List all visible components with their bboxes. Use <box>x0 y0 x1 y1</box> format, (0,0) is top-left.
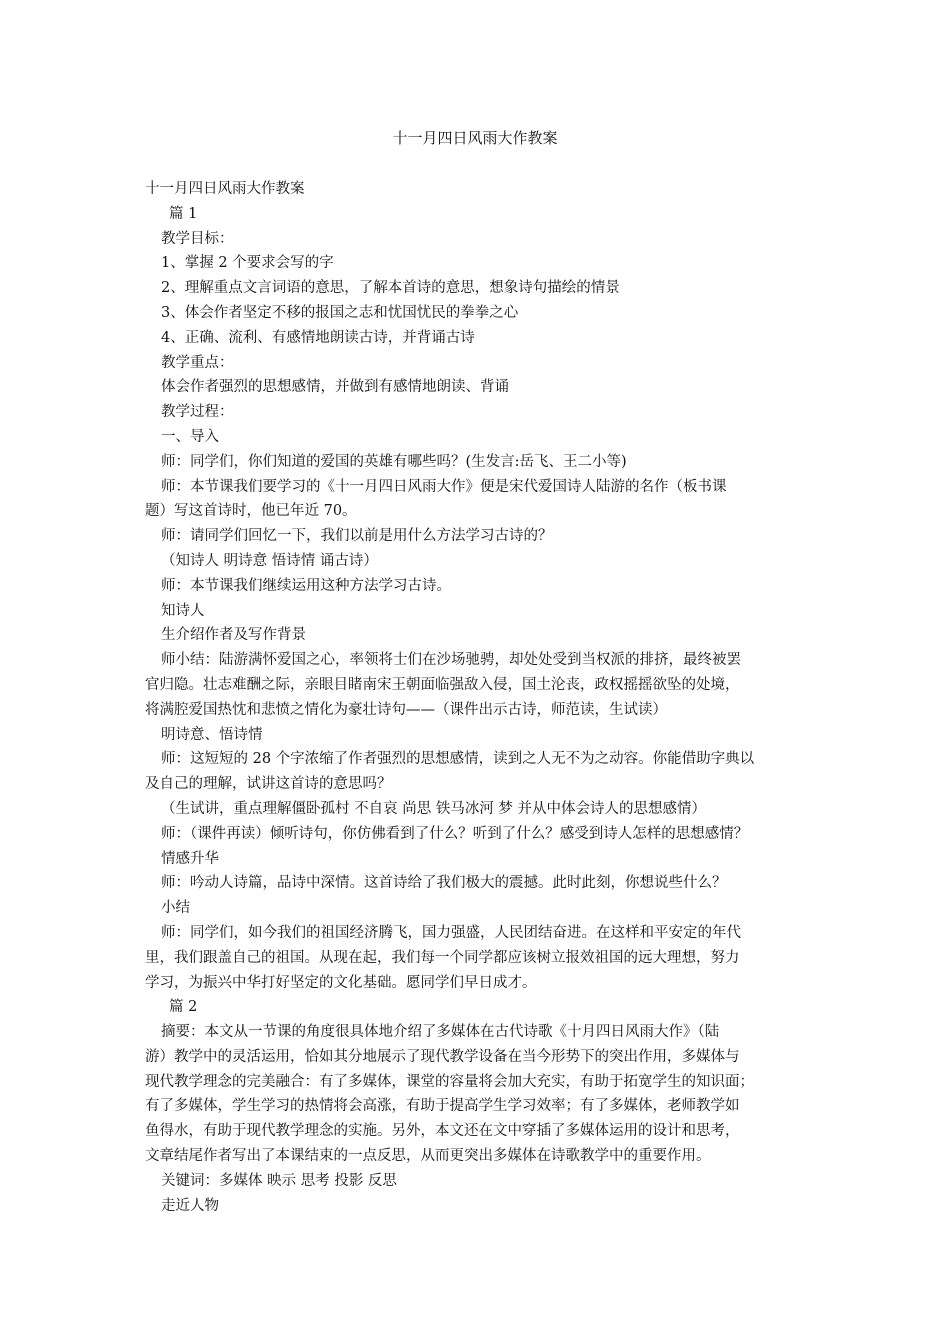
text-line: （生试讲，重点理解僵卧孤村 不自哀 尚思 铁马冰河 梦 并从中体会诗人的思想感情） <box>161 800 707 817</box>
text-line: 师：这短短的 28 个字浓缩了作者强烈的思想感情，读到之人无不为之动容。你能借助字典以 <box>161 751 755 768</box>
text-line: 4、正确、流利、有感情地朗读古诗，并背诵古诗 <box>161 329 475 346</box>
document-body <box>145 177 810 1218</box>
text-line: 将满腔爱国热忱和悲愤之情化为豪壮诗句——（课件出示古诗，师范读，生试读） <box>145 701 667 718</box>
text-line: 官归隐。壮志难酬之际，亲眼目睹南宋王朝面临强敌入侵，国土沦丧，政权摇摇欲坠的处境， <box>145 676 740 693</box>
text-line: 篇 1 <box>169 205 198 222</box>
text-line: 题）写这首诗时，他已年近 70。 <box>145 503 357 520</box>
text-line: （知诗人 明诗意 悟诗情 诵古诗） <box>161 552 378 569</box>
text-line: 游）教学中的灵活运用，恰如其分地展示了现代教学设备在当今形势下的突出作用，多媒体与 <box>145 1048 740 1065</box>
text-line: 文章结尾作者写出了本课结束的一点反思，从而更突出多媒体在诗歌教学中的重要作用。 <box>145 1148 711 1165</box>
text-line: 篇 2 <box>169 999 198 1016</box>
text-line: 教学目标： <box>161 230 234 247</box>
page-title: 十一月四日风雨大作教案 <box>392 129 558 147</box>
text-line: 教学重点： <box>161 354 234 371</box>
text-line: 体会作者强烈的思想感情，并做到有感情地朗读、背诵 <box>161 379 509 396</box>
text-line: 师：吟动人诗篇，品诗中深情。这首诗给了我们极大的震撼。此时此刻，你想说些什么？ <box>161 875 727 892</box>
text-line: 教学过程： <box>161 404 234 421</box>
text-line: 关键词：多媒体 映示 思考 投影 反思 <box>161 1172 397 1189</box>
text-line: 有了多媒体，学生学习的热情将会高涨，有助于提高学生学习效率；有了多媒体，老师教学如 <box>145 1098 740 1115</box>
text-line: 3、体会作者坚定不移的报国之志和忧国忧民的拳拳之心 <box>161 304 519 321</box>
text-line: 摘要：本文从一节课的角度很具体地介绍了多媒体在古代诗歌《十月四日风雨大作》（陆 <box>161 1024 720 1041</box>
text-line: 情感升华 <box>161 850 219 867</box>
text-line: 1、掌握 2 个要求会写的字 <box>161 255 334 272</box>
text-line: 走近人物 <box>161 1197 219 1214</box>
text-line: 小结 <box>161 900 190 917</box>
text-line: 师：请同学们回忆一下，我们以前是用什么方法学习古诗的？ <box>161 528 553 545</box>
text-line: 学习，为振兴中华打好坚定的文化基础。愿同学们早日成才。 <box>145 974 537 991</box>
text-line: 十一月四日风雨大作教案 <box>145 181 305 197</box>
text-line: 及自己的理解，试讲这首诗的意思吗？ <box>145 776 392 793</box>
text-line: 2、理解重点文言词语的意思，了解本首诗的意思，想象诗句描绘的情景 <box>161 280 620 297</box>
text-line: 师小结：陆游满怀爱国之心，率领将士们在沙场驰骋，却处处受到当权派的排挤，最终被罢 <box>161 652 741 669</box>
text-line: 里，我们跟盖自己的祖国。从现在起，我们每一个同学都应该树立报效祖国的远大理想，努力 <box>145 949 740 966</box>
text-line: 明诗意、悟诗情 <box>161 726 263 743</box>
text-line: 师：本节课我们继续运用这种方法学习古诗。 <box>161 577 451 594</box>
text-line: 师：同学们，如今我们的祖国经济腾飞，国力强盛，人民团结奋进。在这样和平安定的年代 <box>161 924 741 941</box>
text-line: 鱼得水，有助于现代教学理念的实施。另外，本文还在文中穿插了多媒体运用的设计和思考， <box>145 1123 740 1140</box>
text-line: 师：同学们，你们知道的爱国的英雄有哪些吗？(生发言:岳飞、王二小等) <box>161 453 627 470</box>
text-line: 师：（课件再读）倾听诗句，你仿佛看到了什么？听到了什么？感受到诗人怎样的思想感情？ <box>161 825 749 842</box>
text-line: 现代教学理念的完美融合：有了多媒体，课堂的容量将会加大充实，有助于拓宽学生的知识面； <box>145 1073 754 1090</box>
text-line: 师：本节课我们要学习的《十一月四日风雨大作》便是宋代爱国诗人陆游的名作（板书课 <box>161 478 727 495</box>
text-line: 一、导入 <box>161 428 219 445</box>
text-line: 知诗人 <box>161 602 205 619</box>
text-line: 生介绍作者及写作背景 <box>161 627 306 644</box>
